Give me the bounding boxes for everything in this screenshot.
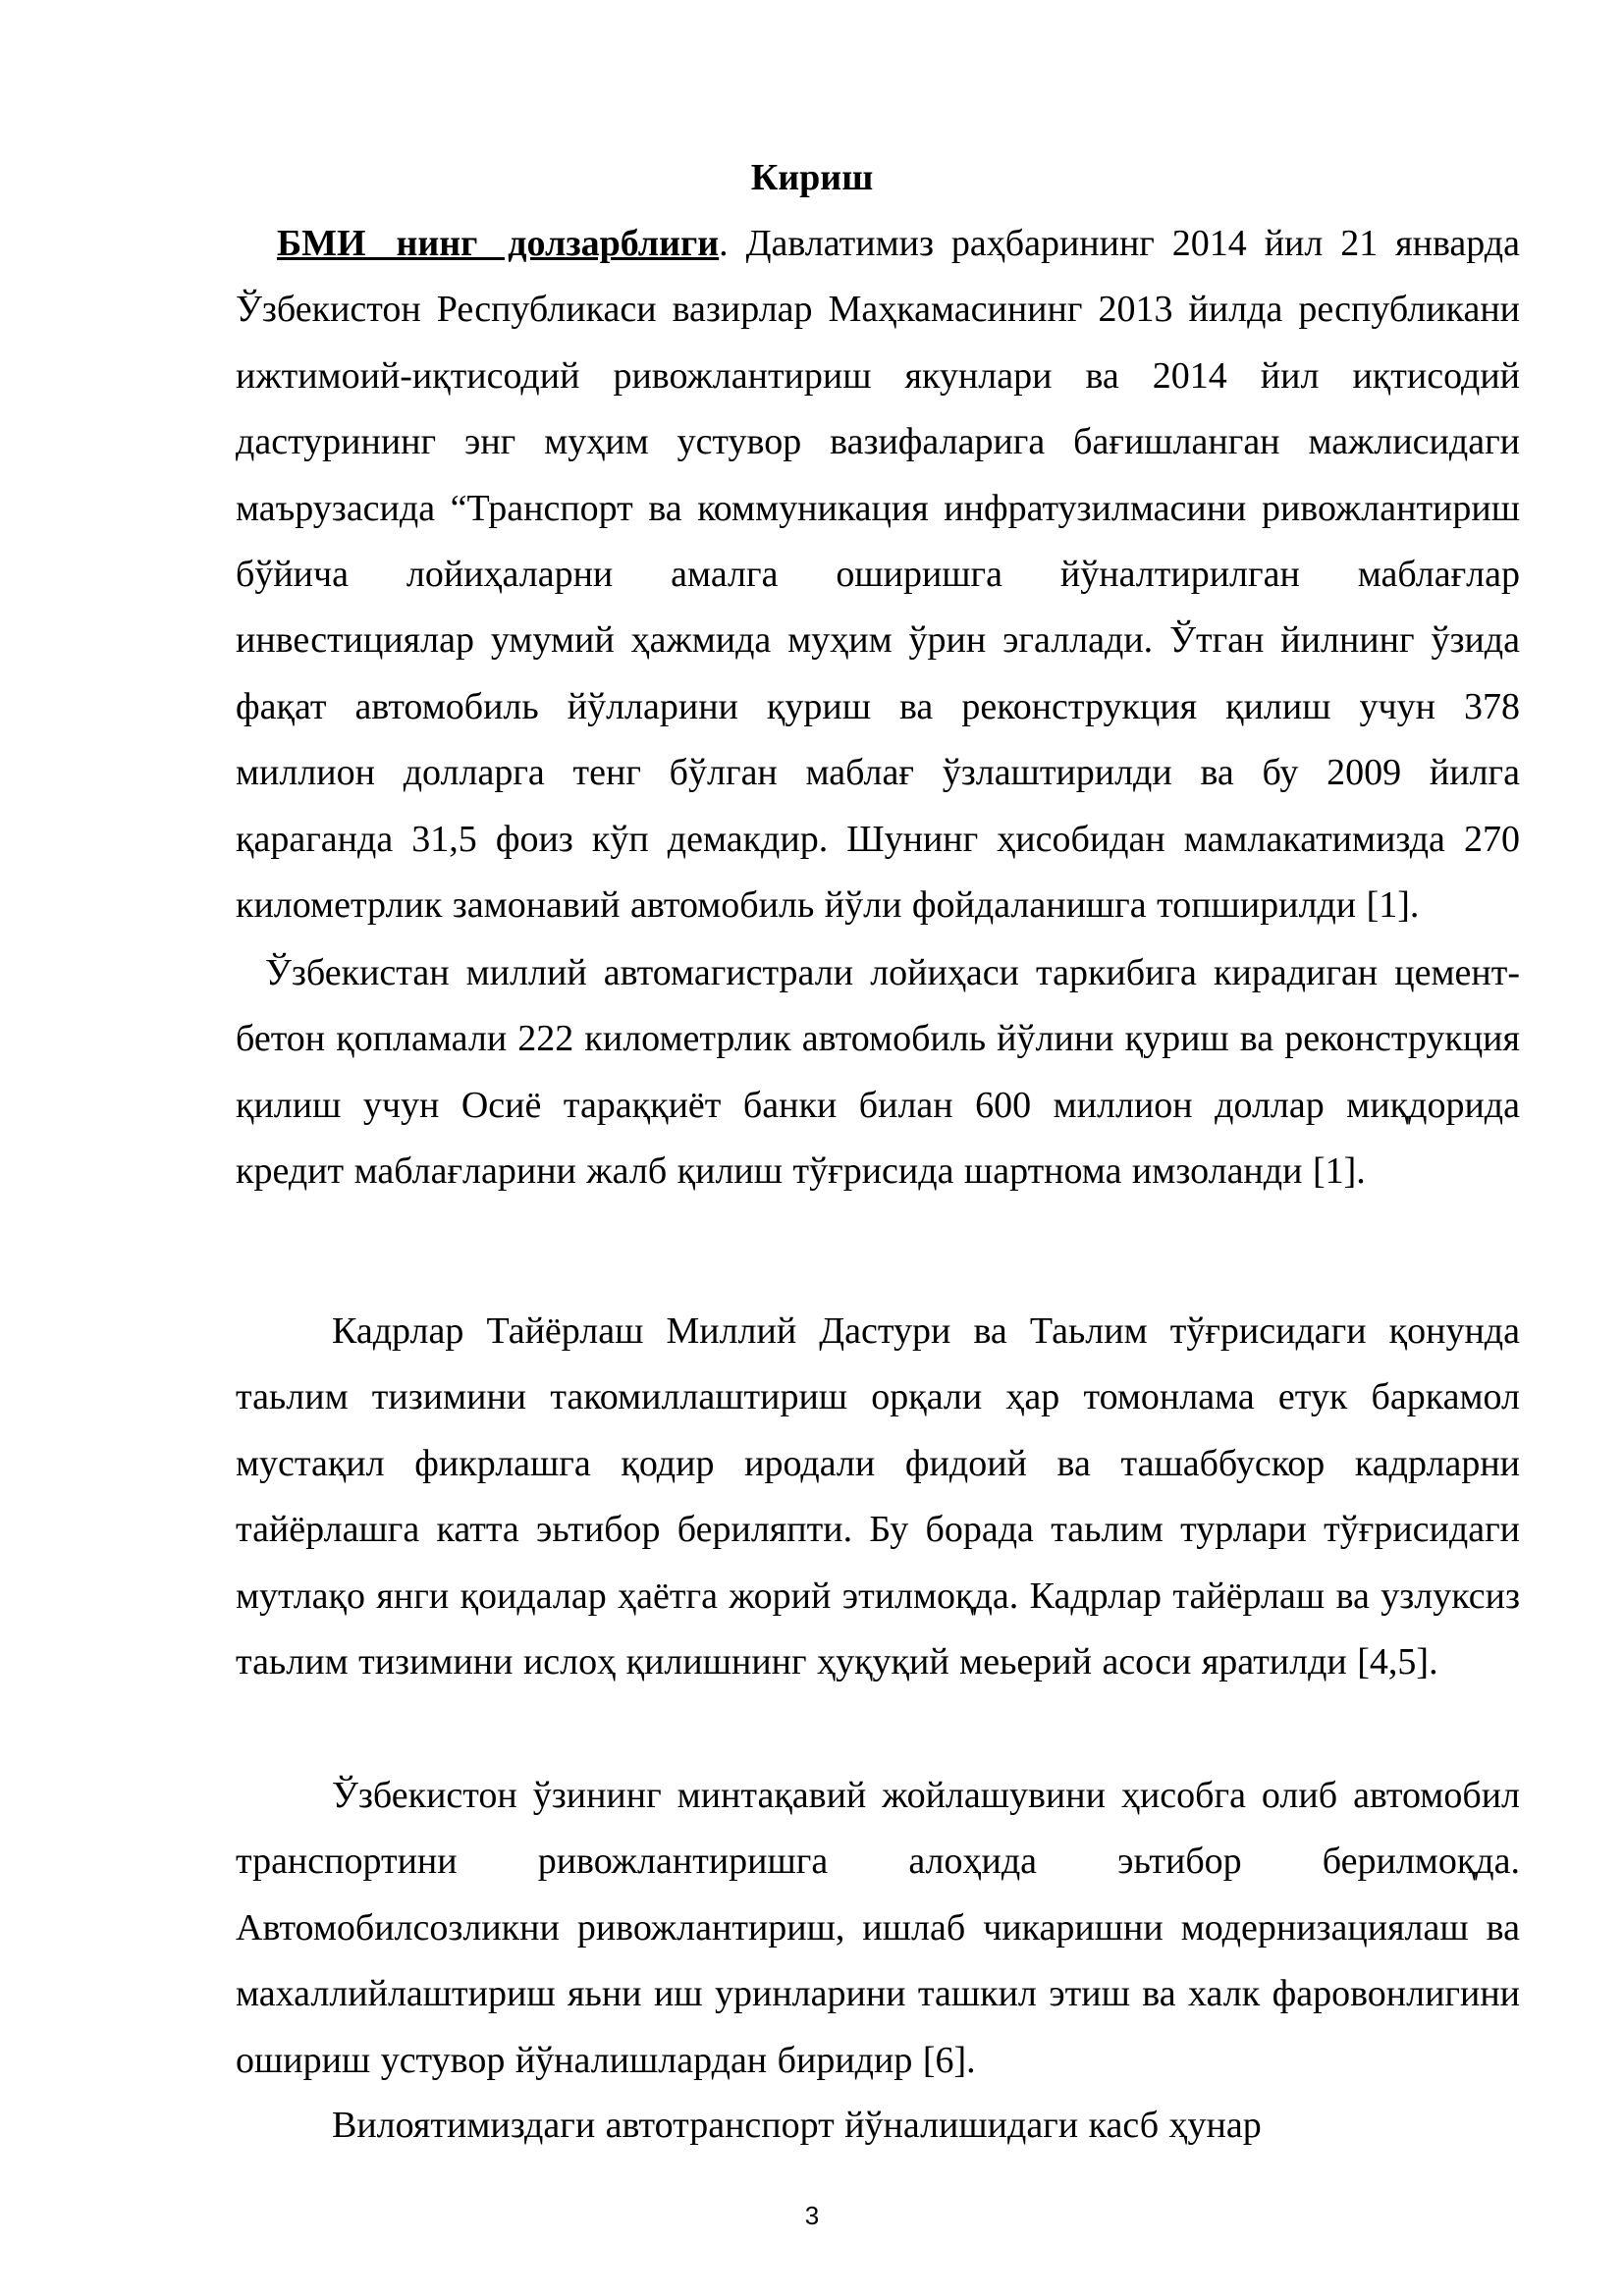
paragraph-automobile-transport <box>236 1763 1520 2094</box>
paragraph-personnel-training <box>236 1299 1520 1695</box>
page-heading: Кириш <box>750 157 874 198</box>
paragraph-text: Давлатимиз раҳбарининг 2014 йил 21 январда Ўзбекистон Республикаси вазирлар Маҳкамасининг 2013 йилда республикани ижтимоий-иқтисодий ривожлантириш якунлари ва 2014 йил иқтисодий дастурининг энг муҳим устувор вазифаларига бағишланган мажлисидаги маърузасида “Транспорт ва коммуникация инфратузилмасини ривожлантириш бўйича лойиҳаларни амалга оширишга йўналтирилган маблағлар инвестициялар умумий ҳажмида муҳим ўрин эгаллади. Ўтган йилнинг ўзида фақат автомобиль йўлларини қуриш ва реконструкция қилиш учун 378 миллион долларга тенг бўлган маблағ ўзлаштирилди ва бу 2009 йилга қараганда 31,5 фоиз кўп демакдир. Шунинг ҳисобидан мамлакатимизда 270 километрлик замонавий автомобиль йўли фойдаланишга топширилди [1]. <box>236 223 1520 927</box>
paragraph-text: Ўзбекистан миллий автомагистрали лойиҳаси таркибига кирадиган цемент-бетон қопламали 222 километрлик автомобиль йўлини қуриш ва реконструкция қилиш учун Осиё тараққиёт банки билан 600 миллион доллар миқдорида кредит маблағларини жалб қилиш тўғрисида шартнома имзоланди [1]. <box>236 952 1520 1193</box>
paragraph-text: Вилоятимиздаги автотранспорт йўналишидаги касб ҳунар <box>332 2105 1262 2146</box>
paragraph-text: Кадрлар Тайёрлаш Миллий Дастури ва Таьлим тўғрисидаги қонунда таьлим тизимини такомиллаштириш орқали ҳар томонлама етук баркамол мустақил фикрлашга қодир иродали фидоий ва ташаббускор кадрларни тайёрлашга катта эьтибор бериляпти. Бу борада таьлим турлари тўғрисидаги мутлақо янги қоидалар ҳаётга жорий этилмоқда. Кадрлар тайёрлаш ва узлуксиз таьлим тизимини ислоҳ қилишнинг ҳуқуқий меьерий асоси яратилди [4,5]. <box>236 1310 1520 1683</box>
paragraph-regional-vocational <box>236 2093 1520 2159</box>
paragraph-relevance <box>236 211 1520 938</box>
paragraph-text: Ўзбекистон ўзининг минтақавий жойлашувини ҳисобга олиб автомобил транспортини ривожлантиришга алоҳида эьтибор берилмоқда. Автомобилсозликни ривожлантириш, ишлаб чикаришни модернизациялаш ва махаллийлаштириш яьни иш уринларини ташкил этиш ва халк фаровонлигини ошириш устувор йўналишлардан биридир [6]. <box>236 1775 1520 2081</box>
paragraph-lead-term: БМИ нинг долзарблиги <box>277 223 720 264</box>
paragraph-highway-project <box>236 940 1520 1205</box>
page-number: 3 <box>804 2201 820 2230</box>
paragraph-lead-punctuation: . <box>719 223 729 264</box>
